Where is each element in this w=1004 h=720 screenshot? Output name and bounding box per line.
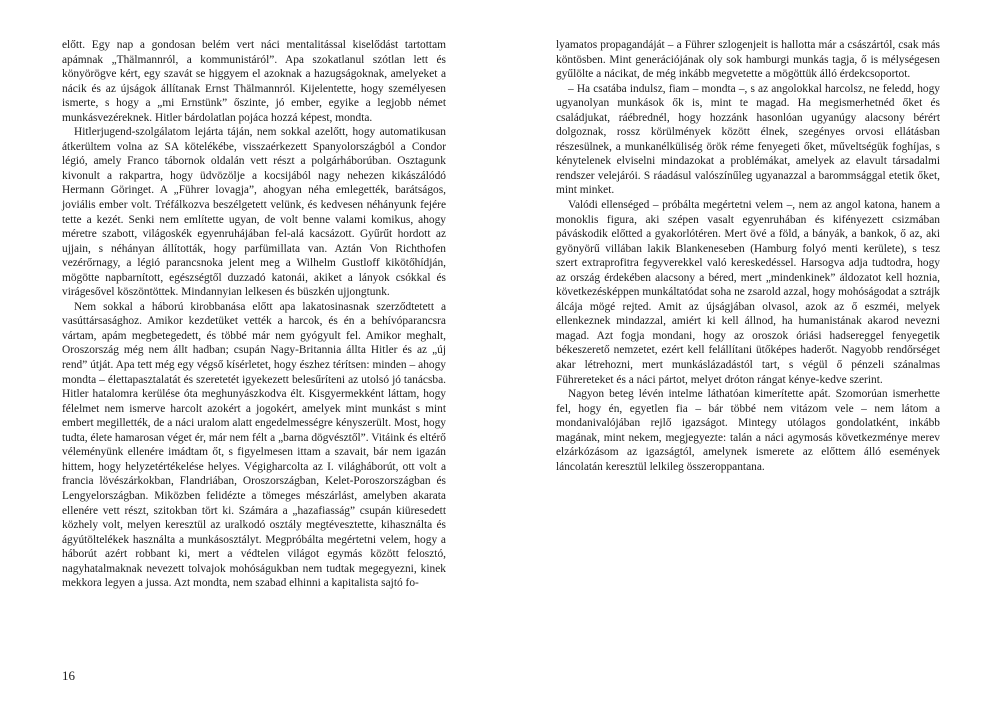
left-page: [62, 38, 446, 591]
paragraph: – Ha csatába indulsz, fiam – mondta –, s az angolokkal harcolsz, ne feledd, hogy ugyanolyan munkások ők is, mint te magad. Ha megismerhetnéd őket és családjukat, ráébrednél, hogy hozzánk hasonlóan ugyanúgy alacsony bérért dolgoznak, rossz körülmények között élnek, szegényes orvosi ellátásban részesülnek, a munkanélküliség örök réme fenyegeti őket, műveltségük foghíjas, s kénytelenek elviselni mindazokat a problémákat, amelyek az elavult társadalmi rendszer velejárói. S ráadásul valószínűleg ugyanazzal a barommsággal etetik őket, mint minket.: [556, 82, 940, 197]
right-page: [556, 38, 940, 474]
paragraph: Nem sokkal a háború kirobbanása előtt apa lakatosinasnak szerződtetett a vasúttársasághoz. Amikor kezdetüket vették a harcok, és én a behívóparancsra vártam, apám megbetegedett, és többé már nem gyógyult fel. Amikor meghalt, Oroszország még nem állt hadban; csupán Nagy-Britannia állta Hitler és az „új rend” útját. Apa tett még egy végső kísérletet, hogy észhez térítsen: minden – ahogy mondta – élettapasztalatát és szeretetét igyekezett belesűríteni az utolsó jó tanácsba. Hitler hatalomra kerülése óta meghunyászkodva élt. Kisgyermekként láttam, hogy félelmet nem ismerve harcolt azokért a jogokért, amelyek mint munkást s mint embert megillették, de a náci uralom alatt engedelmességre kényszerült. Most, hogy tudta, élete hamarosan véget ér, már nem félt a „barna dögvésztől”. Vitáink és eltérő véleményünk ellenére imádtam őt, s figyelmesen ittam a szavait, bár nem igazán hittem, hogy helyzetértékelése helyes. Végigharcolta az I. világháborút, ott volt a francia lövészárkokban, Flandriában, Oroszországban, Kelet-Poroszországban és Lengyelországban. Miközben felidézte a tömeges mészárlást, amelyben akarata ellenére vett részt, szitokban tört ki. Számára a „hazafiasság” csupán kiüresedett közhely volt, melyen keresztül az uralkodó osztály megtévesztette, kihasználta és ágyútöltelékek használta a munkásosztályt. Megpróbálta megértetni velem, hogy a háborút azért robbant ki, mert a védtelen világot egymás között felosztó, nagyhatalmaknak nevezett tolvajok mohóságukban nem tudtak megegyezni, kinek mekkora legyen a jussa. Azt mondta, nem szabad elhinni a kapitalista sajtó fo-: [62, 300, 446, 590]
paragraph: Nagyon beteg lévén intelme láthatóan kimerítette apát. Szomorúan ismerhette fel, hogy én, egyetlen fia – bár többé nem vitázom vele – nem látom a mondanivalójában rejlő igazságot. Mintegy utólagos gondolatként, inkább magának, mint nekem, megjegyezte: talán a náci agymosás következménye merev elzárkózásom az igazságtól, amelynek ismerete az előttem álló események láncolatán keresztül lelkileg összeroppantana.: [556, 388, 940, 473]
page-number: 16: [62, 668, 75, 683]
paragraph: előtt. Egy nap a gondosan belém vert náci mentalitással kiselődást tartottam apámnak „Thälmannról, a kommunistáról”. Apa szokatlanul szótlan lett és könyörögve kért, egy szavát se higgyem el azoknak a hazugságoknak, amelyeket a nácik és az újságok állítanak Ernst Thälmannról. Kijelentette, hogy személyesen ismerte, s hogy a „mi Ernstünk” őszinte, jó ember, egyike a legjobb német munkásvezéreknek. Hitler bárdolatlan pojáca hozzá képest, mondta.: [62, 39, 446, 124]
paragraph: Hitlerjugend-szolgálatom lejárta táján, nem sokkal azelőtt, hogy automatikusan átkerültem volna az SA kötelékébe, visszaérkezett Spanyolországból a Condor légió, amely Franco tábornok oldalán vett részt a polgárháborúban. Osztagunk kivonult a rakpartra, hogy üdvözölje a kocsijából nagy nehezen kikászálódó Hermann Göringet. A „Führer lovagja”, ahogyan néha emlegették, barátságos, joviális ember volt. Tréfálkozva beszélgetett velünk, és kedvesen néhányunk fejére tette a kezét. Senki nem említette ugyan, de volt benne valami komikus, ahogy méretre szabott, világoskék egyenruhájában fel-alá kacsázott. Gyűrűt hordott az ujjain, s néhányan állították, hogy parfümillata van. Aztán Von Richthofen vezérőrnagy, a légió parancsnoka jelent meg a Wilhelm Gustloff kikötőhídján, mögötte napbarnított, egészségtől duzzadó katonái, akiket a lányok csókkal és virágesővel köszöntöttek. Mindannyian lelkesen és büszkén ujjongtunk.: [62, 126, 446, 299]
paragraph: lyamatos propagandáját – a Führer szlogenjeit is hallotta már a császártól, csak más köntösben. Mint generációjának oly sok hamburgi munkás tagja, ő is mélységesen gyűlölte a nácikat, de még inkább megvetette a mögöttük álló érdekcsoportot.: [556, 39, 940, 81]
paragraph: Valódi ellenséged – próbálta megértetni velem –, nem az angol katona, hanem a monoklis figura, aki szépen vasalt egyenruhában és kifényezett csizmában páváskodik előtted a gyakorlótéren. Mert övé a föld, a bányák, a bankok, ő az, aki gyönyörű villában lakik Blankeneseben (Hamburg folyó menti kerülete), s tesz szert extraprofitra fegyverekkel való kereskedéssel. Harsogva adja tudtodra, hogy az ország érdekében alacsony a béred, mert „mindenkinek” áldozatot kell hoznia, következésképpen munkáltatódat soha ne zsarold azzal, hogy mohóságodat a sztrájk álcája mögé rejted. Amit az újságjában olvasol, azok az ő eszméi, melyek ellenkeznek mindazzal, amiért ki kell állnod, ha humanistának akarod nevezni magad. Azt fogja mondani, hogy az oroszok óriási hadsereggel fenyegetik békeszerető nemzetet, ezért kell felállítani ütőképes haderőt. Nagyobb rendőrséget akar létrehozni, mert munkáslázadástól tart, s végül ő pénzeli szánalmas Führereteket és a náci pártot, melyet dróton rángat kénye-kedve szerint.: [556, 199, 940, 386]
